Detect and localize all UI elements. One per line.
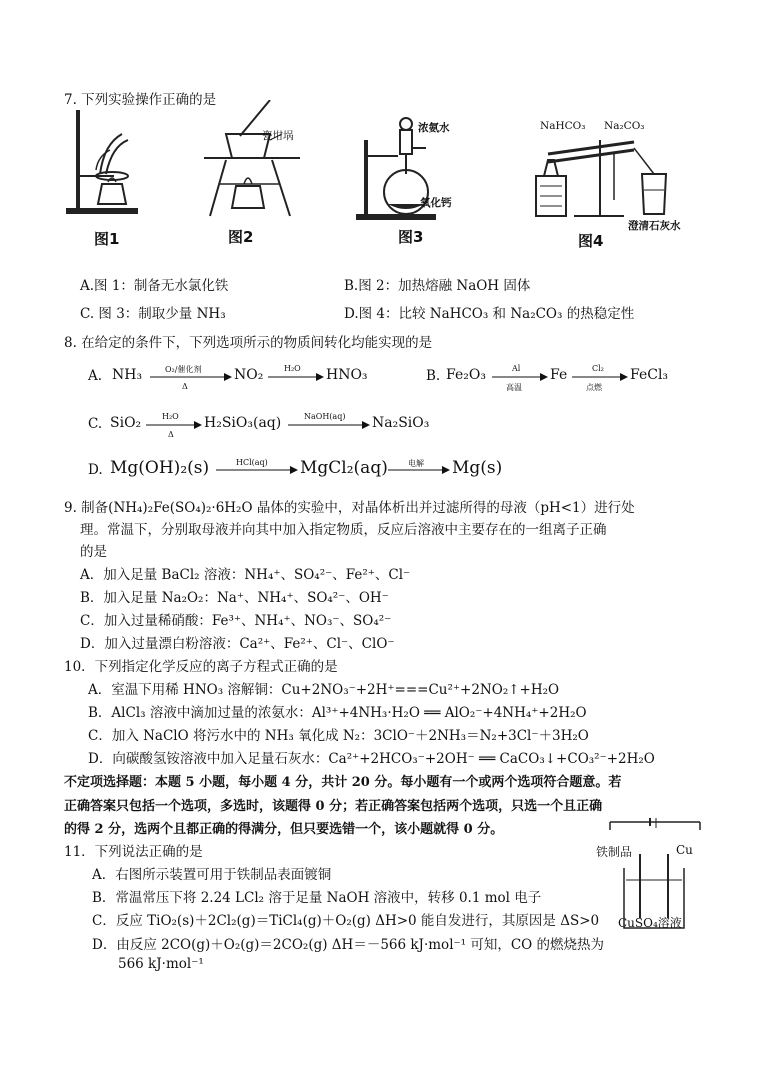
figure-2-label: 图2 xyxy=(228,228,254,246)
q9-option-c: C．加入过量稀硝酸：Fe³⁺、NH₄⁺、NO₃⁻、SO₄²⁻ xyxy=(80,613,392,629)
q9-option-a: A．加入足量 BaCl₂ 溶液：NH₄⁺、SO₄²⁻、Fe²⁺、Cl⁻ xyxy=(80,567,411,583)
q10-stem: 10．下列指定化学反应的离子方程式正确的是 xyxy=(64,659,338,675)
q10-option-b: B．AlCl₃ 溶液中滴加过量的浓氨水：Al³⁺+4NH₃·H₂O ══ AlO₂⁻+4NH₄⁺+2H₂O xyxy=(88,705,587,721)
q8-d-product: Mg(s) xyxy=(452,458,503,478)
q8-c-arrow1 xyxy=(146,420,202,430)
figure-3-label: 图3 xyxy=(398,228,424,246)
q10-option-a: A．室温下用稀 HNO₃ 溶解铜：Cu+2NO₃⁻+2H⁺===Cu²⁺+2NO₂↑+H₂O xyxy=(88,682,560,698)
q8-d-condition2: 电解 xyxy=(408,459,424,468)
figure-4-callout-nahco3: NaHCO₃ xyxy=(540,120,586,132)
instructions-line2: 正确答案只包括一个选项，多选时，该题得 0 分；若正确答案包括两个选项，只选一个且正确 xyxy=(64,799,603,814)
q8-option-b-label: B. xyxy=(426,368,441,384)
instructions-line3: 的得 2 分，选两个且都正确的得满分，但只要选错一个，该小题就得 0 分。 xyxy=(64,822,504,837)
q7-option-b: B.图 2：加热熔融 NaOH 固体 xyxy=(344,278,531,294)
figure-2-callout-crucible: 瓷坩埚 xyxy=(262,130,294,142)
figure-1-label: 图1 xyxy=(94,230,120,248)
electroplating-label-solution: CuSO₄溶液 xyxy=(618,916,682,930)
q8-c-condition1-heat: Δ xyxy=(168,430,174,439)
q8-a-intermediate: NO₂ xyxy=(234,367,264,383)
q8-d-condition1: HCl(aq) xyxy=(236,458,268,467)
figure-3-callout-calcium-oxide: 氧化钙 xyxy=(420,197,452,209)
q11-option-d-line1: D．由反应 2CO(g)＋O₂(g)＝2CO₂(g) ΔH＝－566 kJ·mol⁻¹ 可知，CO 的燃烧热为 xyxy=(92,937,605,953)
q8-a-condition2: H₂O xyxy=(284,364,301,373)
q7-stem: 7. 下列实验操作正确的是 xyxy=(64,92,217,108)
q8-a-arrow1 xyxy=(150,372,232,382)
q8-option-c-label: C. xyxy=(88,416,103,432)
q8-d-intermediate: MgCl₂(aq) xyxy=(300,458,388,478)
q9-stem-line3: 的是 xyxy=(80,544,107,560)
q8-c-arrow2 xyxy=(288,420,370,430)
electroplating-label-copper: Cu xyxy=(676,843,693,857)
q8-d-reactant: Mg(OH)₂(s) xyxy=(110,458,210,478)
q8-d-arrow1 xyxy=(216,465,298,475)
figure-4-callout-limewater: 澄清石灰水 xyxy=(628,220,681,232)
figure-2-apparatus xyxy=(200,100,320,220)
q8-c-intermediate: H₂SiO₃(aq) xyxy=(204,415,282,431)
electroplating-label-iron: 铁制品 xyxy=(596,845,633,859)
q8-d-arrow2 xyxy=(388,465,450,475)
q7-option-a: A.图 1：制备无水氯化铁 xyxy=(80,278,229,294)
q9-stem-line2: 理。常温下，分别取母液并向其中加入指定物质，反应后溶液中主要存在的一组离子正确 xyxy=(80,522,607,538)
q11-option-c: C．反应 TiO₂(s)＋2Cl₂(g)＝TiCl₄(g)＋O₂(g) ΔH>0 能自发进行，其原因是 ΔS>0 xyxy=(92,913,600,929)
q8-a-product: HNO₃ xyxy=(326,367,368,383)
q8-b-arrow2 xyxy=(572,372,628,382)
figure-4-apparatus xyxy=(534,130,684,220)
q9-option-b: B．加入足量 Na₂O₂：Na⁺、NH₄⁺、SO₄²⁻、OH⁻ xyxy=(80,590,389,606)
q8-b-arrow1 xyxy=(492,372,548,382)
q8-a-condition1: O₂/催化剂 xyxy=(165,365,202,374)
q8-b-product: FeCl₃ xyxy=(630,367,669,383)
q11-option-b: B．常温常压下将 2.24 LCl₂ 溶于足量 NaOH 溶液中，转移 0.1 mol 电子 xyxy=(92,890,542,906)
q8-c-product: Na₂SiO₃ xyxy=(372,415,430,431)
q8-b-reactant: Fe₂O₃ xyxy=(446,367,486,383)
q11-option-d-line2: 566 kJ·mol⁻¹ xyxy=(118,956,204,972)
q8-option-d-label: D. xyxy=(88,462,103,478)
q8-a-reactant: NH₃ xyxy=(112,367,143,383)
q7-option-c: C. 图 3：制取少量 NH₃ xyxy=(80,306,226,322)
instructions-line1: 不定项选择题：本题 5 小题，每小题 4 分，共计 20 分。每小题有一个或两个选项符合题意。若 xyxy=(64,775,622,790)
q8-c-condition2: NaOH(aq) xyxy=(304,412,346,421)
figure-3-callout-ammonia: 浓氨水 xyxy=(418,122,450,134)
figure-1-apparatus xyxy=(62,104,142,224)
q8-a-condition1-heat: Δ xyxy=(182,382,188,391)
q10-option-c: C．加入 NaClO 将污水中的 NH₃ 氧化成 N₂：3ClO⁻＋2NH₃＝N₂+3Cl⁻＋3H₂O xyxy=(88,728,589,744)
q7-option-d: D.图 4：比较 NaHCO₃ 和 Na₂CO₃ 的热稳定性 xyxy=(344,306,635,322)
q8-option-a-label: A. xyxy=(88,368,103,384)
q10-option-d: D．向碳酸氢铵溶液中加入足量石灰水：Ca²⁺+2HCO₃⁻+2OH⁻ ══ CaCO₃↓+CO₃²⁻+2H₂O xyxy=(88,751,655,767)
q8-a-arrow2 xyxy=(268,372,324,382)
q8-b-condition2: Cl₂ xyxy=(592,364,604,373)
q8-b-intermediate: Fe xyxy=(550,367,568,383)
q8-c-reactant: SiO₂ xyxy=(110,415,142,431)
figure-4-callout-na2co3: Na₂CO₃ xyxy=(604,120,645,132)
q9-option-d: D．加入过量漂白粉溶液：Ca²⁺、Fe²⁺、Cl⁻、ClO⁻ xyxy=(80,636,395,652)
q8-c-condition1: H₂O xyxy=(162,412,179,421)
figure-4-label: 图4 xyxy=(578,232,604,250)
q11-option-a: A．右图所示装置可用于铁制品表面镀铜 xyxy=(92,867,332,883)
q9-stem-line1: 9. 制备(NH₄)₂Fe(SO₄)₂·6H₂O 晶体的实验中，对晶体析出并过滤所得的母液（pH<1）进行处 xyxy=(64,500,635,516)
q8-stem: 8. 在给定的条件下，下列选项所示的物质间转化均能实现的是 xyxy=(64,335,433,351)
q8-b-condition1: Al xyxy=(512,364,521,373)
q11-stem: 11．下列说法正确的是 xyxy=(64,844,203,860)
q8-b-condition1-temp: 高温 xyxy=(506,383,522,392)
q8-b-condition2-ignite: 点燃 xyxy=(586,383,602,392)
